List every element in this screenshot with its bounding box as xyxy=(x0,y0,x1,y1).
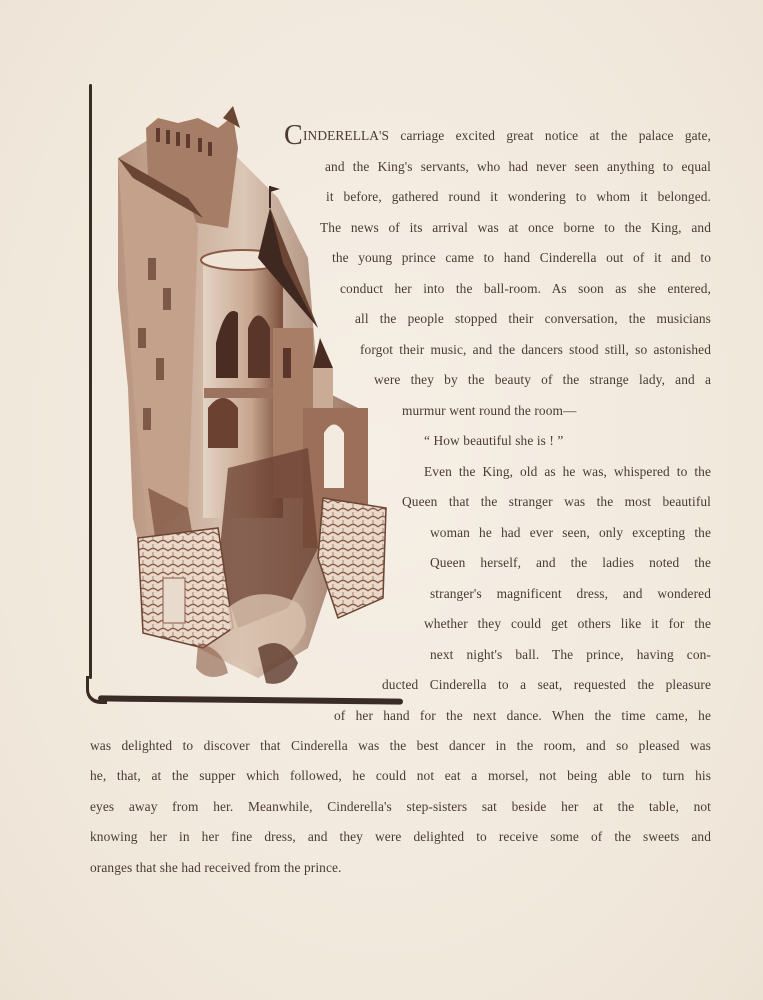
text-line: the young prince came to hand Cinderella out of it and to xyxy=(332,250,711,265)
drop-cap: C xyxy=(284,120,303,151)
text-line: were they by the beauty of the strange lady, and a xyxy=(374,372,711,387)
text-line: oranges that she had received from the prince. xyxy=(90,860,342,875)
text-line: murmur went round the room— xyxy=(402,403,577,418)
frame-left-rule xyxy=(89,84,92,679)
text-line: The news of its arrival was at once borne to the King, and xyxy=(320,220,711,235)
text-line: INDERELLA'S carriage excited great notice at the palace gate, xyxy=(303,128,711,143)
text-line: ducted Cinderella to a seat, requested the pleasure xyxy=(382,677,711,692)
text-line: Queen that the stranger was the most beautiful xyxy=(402,494,711,509)
text-line: conduct her into the ball-room. As soon as she entered, xyxy=(340,281,711,296)
text-line: all the people stopped their conversation, the musicians xyxy=(355,311,711,326)
text-line: whether they could get others like it for the xyxy=(424,616,711,631)
text-line: forgot their music, and the dancers stood still, so astonished xyxy=(360,342,711,357)
text-line: next night's ball. The prince, having con- xyxy=(430,647,711,662)
text-line: knowing her in her fine dress, and they were delighted to receive some of the sweets and xyxy=(90,829,711,844)
text-line: he, that, at the supper which followed, he could not eat a morsel, not being able to turn his xyxy=(90,768,711,783)
text-line: woman he had ever seen, only excepting the xyxy=(430,525,711,540)
text-line: and the King's servants, who had never seen anything to equal xyxy=(325,159,711,174)
text-line-exclamation: “ How beautiful she is ! ” xyxy=(424,433,564,448)
frame-bottom-rule xyxy=(98,695,403,704)
text-line: was delighted to discover that Cinderella was the best dancer in the room, and so pleased was xyxy=(90,738,711,753)
text-line: stranger's magnificent dress, and wondered xyxy=(430,586,711,601)
text-line: Even the King, old as he was, whispered to the xyxy=(424,464,711,479)
text-line: it before, gathered round it wondering to whom it belonged. xyxy=(326,189,711,204)
text-line: eyes away from her. Meanwhile, Cinderella's step-sisters sat beside her at the table, not xyxy=(90,799,711,814)
text-line: of her hand for the next dance. When the time came, he xyxy=(334,708,711,723)
castle-illustration xyxy=(108,88,393,693)
text-line: Queen herself, and the ladies noted the xyxy=(430,555,711,570)
